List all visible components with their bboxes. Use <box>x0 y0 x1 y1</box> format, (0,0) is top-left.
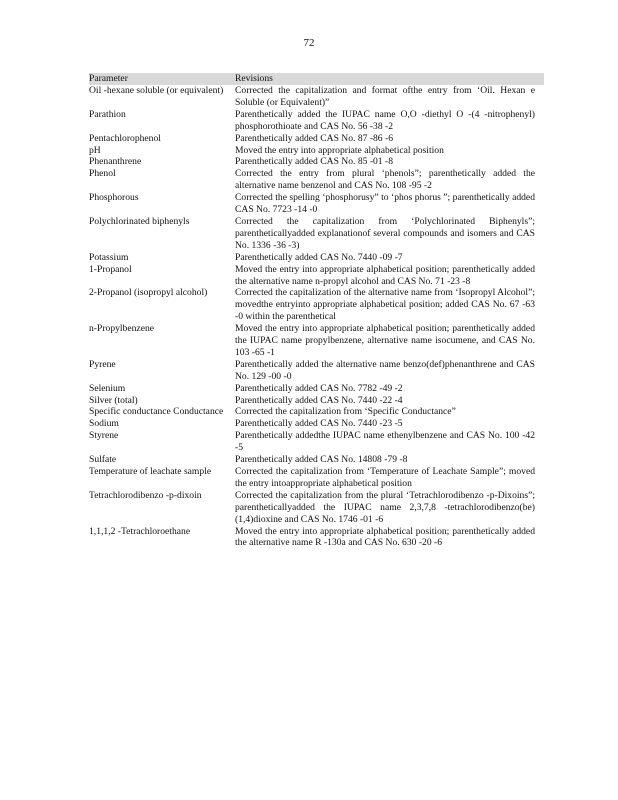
table-row <box>89 192 544 216</box>
revisions-table <box>89 73 544 549</box>
table-row <box>89 526 544 550</box>
parameter-cell: Sodium <box>89 418 119 430</box>
revision-cell: Moved the entry into appropriate alphabetical position; parenthetically added the alternative name n-propyl alcohol and CAS No. 71 -23 -8 <box>235 263 535 287</box>
table-row <box>89 109 544 133</box>
table-row <box>89 287 544 323</box>
table-row <box>89 264 544 288</box>
revision-cell: Corrected the capitalization from ‘Specific Conductance” <box>235 406 456 418</box>
parameter-cell: Polychlorinated biphenyls <box>89 215 190 227</box>
parameter-cell: Selenium <box>89 382 126 394</box>
table-row <box>89 454 544 466</box>
table-row <box>89 430 544 454</box>
revision-cell: Corrected the capitalization and format ofthe entry from ‘Oil. Hexan e Soluble (or Equivalent)” <box>235 85 535 108</box>
revision-cell: Parenthetically added CAS No. 7440 -22 -4 <box>235 394 403 406</box>
table-row <box>89 418 544 430</box>
revision-cell: Parenthetically added the alternative name benzo(def)phenanthrene and CAS No. 129 -00 -0 <box>235 358 535 382</box>
revision-cell: Corrected the capitalization of the alternative name from ‘Isopropyl Alcohol”; movedthe entryinto appropriate alphabetical position; added CAS No. 67 -63 -0 within the parenthetical <box>235 287 535 323</box>
revision-cell: Corrected the entry from plural ‘phenols”; parenthetically added the alternative name benzenol and CAS No. 108 -95 -2 <box>235 168 535 192</box>
parameter-cell: Specific conductance Conductance <box>89 406 224 418</box>
parameter-cell: 1,1,1,2 -Tetrachloroethane <box>89 525 191 537</box>
revision-cell: Parenthetically added the IUPAC name O,O -diethyl O -(4 -nitrophenyl) phosphorothioate and CAS No. 56 -38 -2 <box>235 108 535 132</box>
parameter-cell: Potassium <box>89 251 129 263</box>
parameter-cell: Oil -hexane soluble (or equivalent) <box>89 85 224 96</box>
revision-cell: Parenthetically added CAS No. 14808 -79 -8 <box>235 454 408 466</box>
table-row <box>89 85 544 109</box>
parameter-cell: Silver (total) <box>89 394 138 406</box>
table-row <box>89 466 544 490</box>
parameter-cell: Styrene <box>89 430 119 442</box>
revision-cell: Corrected the capitalization from the plural ‘Tetrachlorodibenzo -p-Dixoins”; parentheticallyadded the IUPAC name 2,3,7,8 -tetrachlorodibenzo(be)(1,4)dioxine and CAS No. 1746 -01 -6 <box>235 489 535 525</box>
parameter-cell: Phenol <box>89 168 116 180</box>
parameter-cell: Phenanthrene <box>89 156 142 168</box>
revision-cell: Parenthetically added CAS No. 87 -86 -6 <box>235 132 393 144</box>
parameter-column-header: Parameter <box>89 73 128 84</box>
page-number: 72 <box>303 37 315 49</box>
parameter-cell: Temperature of leachate sample <box>89 466 212 477</box>
parameter-cell: Parathion <box>89 108 126 120</box>
revision-cell: Moved the entry into appropriate alphabetical position <box>235 144 444 156</box>
table-row <box>89 156 544 168</box>
parameter-cell: Phosphorous <box>89 192 139 204</box>
revision-cell: Parenthetically added CAS No. 7440 -23 -5 <box>235 418 403 430</box>
revision-cell: Parenthetically added CAS No. 7782 -49 -2 <box>235 382 403 394</box>
table-row <box>89 145 544 157</box>
table-row <box>89 359 544 383</box>
parameter-cell: 1-Propanol <box>89 263 132 275</box>
revisions-column-header: Revisions <box>235 73 273 84</box>
revision-cell: Parenthetically addedthe IUPAC name ethenylbenzene and CAS No. 100 -42 -5 <box>235 430 535 454</box>
revision-cell: Corrected the spelling ‘phosphorusy” to ‘phos phorus ”; parenthetically added CAS No. 7723 -14 -0 <box>235 192 535 216</box>
revision-cell: Corrected the capitalization from ‘Polychlorinated Biphenyls”; parentheticallyadded explanationof several compounds and isomers and CAS No. 1336 -36 -3) <box>235 215 535 251</box>
table-row <box>89 216 544 252</box>
parameter-cell: 2-Propanol (isopropyl alcohol) <box>89 287 208 299</box>
table-row <box>89 406 544 418</box>
parameter-cell: Tetrachlorodibenzo -p-dixoin <box>89 489 202 501</box>
table-row <box>89 168 544 192</box>
parameter-cell: Pentachlorophenol <box>89 132 161 144</box>
table-row <box>89 490 544 526</box>
revision-cell: Moved the entry into appropriate alphabetical position; parenthetically added the alternative name R -130a and CAS No. 630 -20 -6 <box>235 525 535 549</box>
table-row <box>89 323 544 359</box>
revision-cell: Moved the entry into appropriate alphabetical position; parenthetically added the IUPAC name propylbenzene, alternative name isocumene, and CAS No. 103 -65 -1 <box>235 323 535 358</box>
parameter-cell: Sulfate <box>89 454 117 466</box>
table-row <box>89 383 544 395</box>
parameter-cell: pH <box>89 144 101 156</box>
table-header <box>89 73 544 85</box>
table-body <box>89 85 544 549</box>
parameter-cell: Pyrene <box>89 358 116 370</box>
revision-cell: Parenthetically added CAS No. 85 -01 -8 <box>235 156 393 168</box>
table-row <box>89 395 544 407</box>
parameter-cell: n-Propylbenzene <box>89 323 155 335</box>
table-row <box>89 252 544 264</box>
table-row <box>89 133 544 145</box>
revision-cell: Corrected the capitalization from ‘Temperature of Leachate Sample”; moved the entry intoappropriate alphabetical position <box>235 466 535 489</box>
revision-cell: Parenthetically added CAS No. 7440 -09 -7 <box>235 251 403 263</box>
